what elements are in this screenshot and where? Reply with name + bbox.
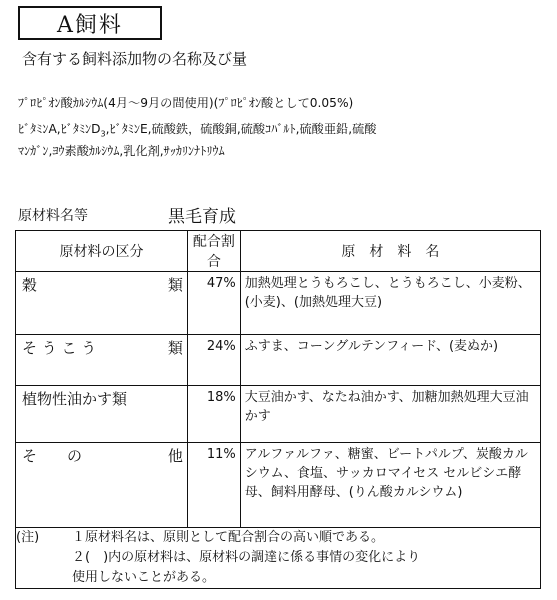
header-names: 原 材 料 名 [240,231,540,272]
ratio-value: 24% [206,339,236,354]
ratio-value: 11% [206,447,236,462]
table-row [16,272,541,335]
category-suffix: 類 [167,339,183,357]
note-line-1 [16,528,540,548]
note-2-continuation: 使用しないことがある。 [72,570,216,585]
table-row [16,335,541,386]
ratio-cell [187,443,240,528]
names-cell [240,272,540,335]
ratio-cell [187,335,240,386]
category-cell [16,386,188,443]
category-suffix: 類 [167,276,183,294]
material-names: 大豆油かす、なたね油かす、加糖加熱処理大豆油かす [244,390,529,424]
table-header-row [16,231,541,272]
table-row [16,443,541,528]
notes-label: (注) [16,530,40,545]
note-2-text: ２( )内の原材料は、原材料の調達に係る事情の変化により [72,550,421,565]
ratio-value: 47% [206,276,236,291]
note-1-text: １原材料名は、原則として配合割合の高い順である。 [72,530,385,545]
category-cell [16,272,188,335]
header-category: 原材料の区分 [16,231,188,272]
notes-cell [16,528,541,589]
category-suffix: 他 [167,447,183,465]
additive-line-2-subscript: 3 [100,129,106,139]
header-ratio: 配合割合 [187,231,240,272]
ratio-cell [187,386,240,443]
category-label: そ う こ う [22,339,97,357]
additive-line-1: ﾌﾟﾛﾋﾟｵﾝ酸ｶﾙｼｳﾑ(4月～9月の間使用)(ﾌﾟﾛﾋﾟｵﾝ酸として0.05%) [18,96,354,110]
ratio-value: 18% [206,390,236,405]
document-title: A飼料 [57,12,123,38]
ratio-cell [187,272,240,335]
material-names: アルファルファ、糖蜜、ビートパルプ、炭酸カルシウム、食塩、サッカロマイセス セルビシエ酵母、飼料用酵母、(りん酸カルシウム) [244,447,528,500]
names-cell [240,443,540,528]
category-label: 穀 [22,276,38,294]
additive-line-2-part-b: ,ﾋﾞﾀﾐﾝE,硫酸鉄，硫酸銅,硫酸ｺﾊﾞﾙﾄ,硫酸亜鉛,硫酸 [105,122,377,136]
category-cell [16,335,188,386]
materials-table [15,230,541,589]
additive-line-3: ﾏﾝｶﾞﾝ,ﾖｳ素酸ｶﾙｼｳﾑ,乳化剤,ｻｯｶﾘﾝﾅﾄﾘｳﾑ [18,144,225,158]
names-cell [240,335,540,386]
additive-line-2 [18,120,376,138]
material-names: ふすま、コーングルテンフィード、(麦ぬか) [244,339,499,354]
materials-label: 原材料名等 [18,208,88,224]
product-name: 黒毛育成 [168,207,236,227]
additive-line-2-part-a: ﾋﾞﾀﾐﾝA,ﾋﾞﾀﾐﾝD [18,122,101,136]
document-title-box [18,6,162,40]
material-names: 加熱処理とうもろこし、とうもろこし、小麦粉、(小麦)、(加熱処理大豆) [244,276,531,310]
table-row [16,386,541,443]
category-label: そ の [22,447,83,465]
additives-heading: 含有する飼料添加物の名称及び量 [22,50,248,68]
category-cell [16,443,188,528]
notes-row [16,528,541,589]
category-label: 植物性油かす類 [22,390,128,408]
names-cell [240,386,540,443]
